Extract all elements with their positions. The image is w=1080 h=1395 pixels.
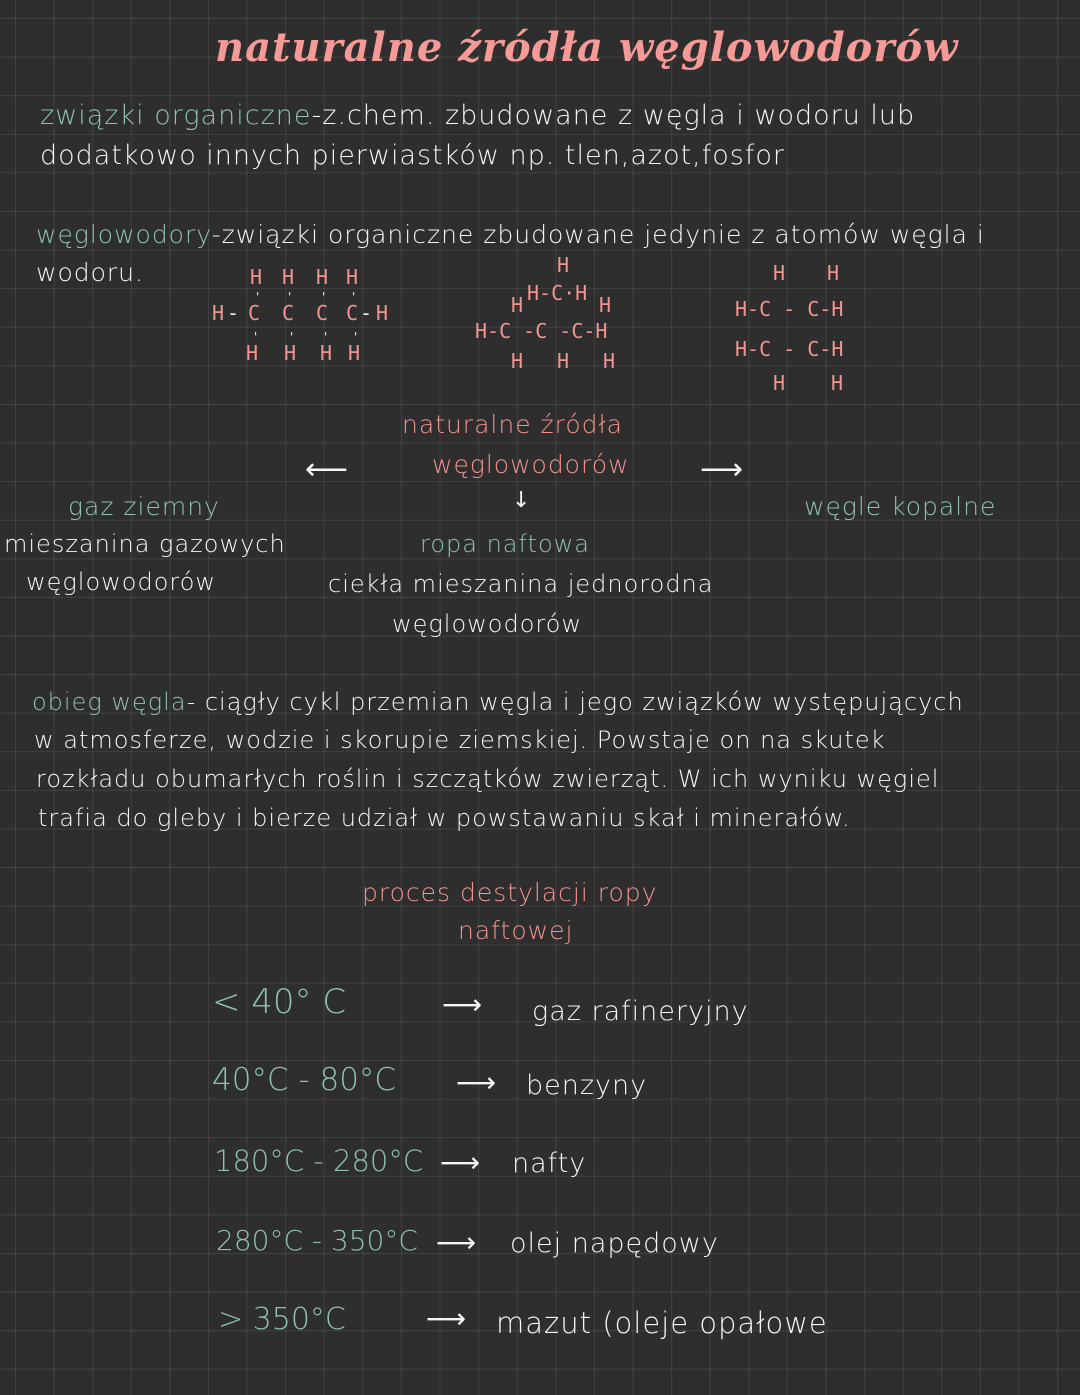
organic-compounds-term: związki organiczne bbox=[40, 100, 312, 131]
natural-gas-name: gaz ziemny bbox=[68, 492, 220, 521]
isobutane-structure: H H-C·H H H H-C -C -C-H H H H bbox=[475, 253, 616, 373]
sources-center-line2: węglowodorów bbox=[432, 450, 630, 479]
crude-oil-name: ropa naftowa bbox=[420, 530, 590, 558]
fraction-temp: 40°C - 80°C bbox=[212, 1062, 397, 1098]
fraction-temp: < 40° C bbox=[212, 982, 347, 1022]
carbon-cycle-line1 bbox=[32, 688, 964, 716]
arrow-down-icon: ↓ bbox=[512, 488, 531, 513]
arrow-right-icon: ⟶ bbox=[426, 1302, 467, 1335]
fraction-product: gaz rafineryjny bbox=[532, 996, 749, 1027]
crude-oil-desc2: węglowodorów bbox=[392, 610, 583, 638]
fraction-temp: 180°C - 280°C bbox=[214, 1144, 424, 1178]
fraction-product: benzyny bbox=[526, 1070, 648, 1101]
arrow-right-icon: ⟶ bbox=[436, 1226, 477, 1259]
natural-gas-desc1: mieszanina gazowych bbox=[4, 530, 286, 558]
arrow-right-icon: ⟶ bbox=[442, 988, 483, 1021]
sources-center-line1: naturalne źródła bbox=[402, 410, 623, 439]
hydrocarbons-def2: wodoru. bbox=[36, 258, 144, 287]
fraction-temp: > 350°C bbox=[218, 1302, 346, 1337]
carbon-cycle-line4: trafia do gleby i bierze udział w powstawaniu skał i minerałów. bbox=[38, 804, 851, 832]
fraction-product: mazut (oleje opałowe bbox=[496, 1306, 828, 1340]
carbon-cycle-term: obieg węgla bbox=[32, 688, 187, 716]
arrow-right-icon: ⟶ bbox=[700, 452, 744, 487]
cyclobutane-structure: H H H-C - C-H H-C - C-H H H bbox=[735, 261, 844, 395]
arrow-right-icon: ⟶ bbox=[440, 1146, 481, 1179]
arrow-left-icon: ⟵ bbox=[305, 452, 349, 487]
carbon-cycle-line3: rozkładu obumarłych roślin i szczątków zwierząt. W ich wyniku węgiel bbox=[36, 765, 940, 793]
fraction-product: olej napędowy bbox=[510, 1228, 719, 1259]
natural-gas-desc2: węglowodorów bbox=[26, 568, 217, 596]
distillation-title-line1: proces destylacji ropy bbox=[362, 878, 658, 907]
arrow-right-icon: ⟶ bbox=[456, 1066, 497, 1099]
fraction-product: nafty bbox=[512, 1148, 587, 1179]
crude-oil-desc1: ciekła mieszanina jednorodna bbox=[328, 570, 714, 598]
organic-compounds-def2: dodatkowo innych pierwiastków np. tlen,azot,fosfor bbox=[40, 140, 785, 171]
carbon-cycle-text1: - ciągły cykl przemian węgla i jego związków występujących bbox=[186, 688, 964, 716]
distillation-title-line2: naftowej bbox=[458, 916, 574, 945]
organic-compounds-line1 bbox=[40, 100, 915, 131]
carbon-cycle-line2: w atmosferze, wodzie i skorupie ziemskiej. Powstaje on na skutek bbox=[34, 726, 886, 754]
hydrocarbons-def1: -związki organiczne zbudowane jedynie z atomów węgla i bbox=[211, 220, 985, 249]
hydrocarbons-term: węglowodory bbox=[36, 220, 212, 249]
fraction-temp: 280°C - 350°C bbox=[216, 1224, 418, 1257]
hydrocarbons-line1 bbox=[36, 220, 985, 249]
page-title: naturalne źródła węglowodorów bbox=[215, 24, 959, 71]
organic-compounds-def1: -z.chem. zbudowane z węgla i wodoru lub bbox=[311, 100, 916, 131]
coal-name: węgle kopalne bbox=[804, 492, 997, 521]
